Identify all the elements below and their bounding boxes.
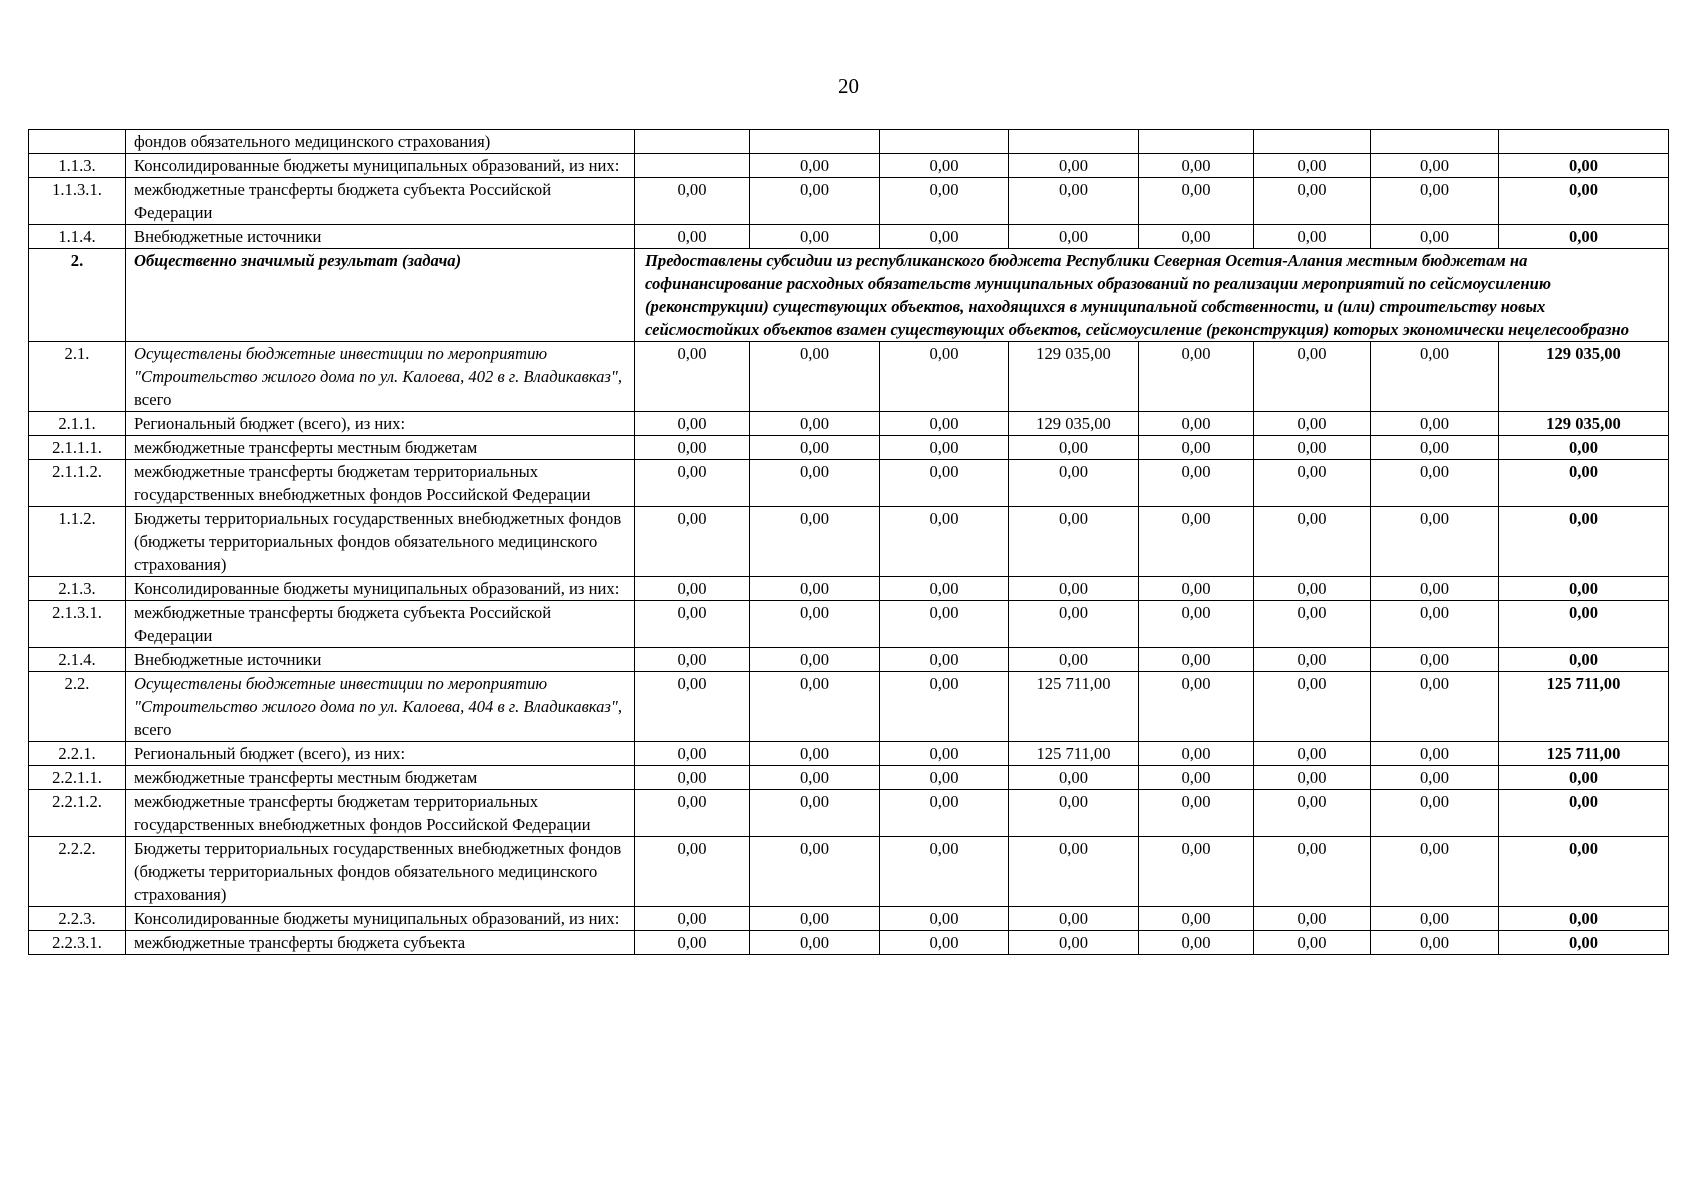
value-cell: 0,00 <box>880 790 1009 837</box>
value-cell: 129 035,00 <box>1009 342 1139 412</box>
value-cell: 0,00 <box>635 342 750 412</box>
value-cell: 0,00 <box>1371 742 1499 766</box>
value-cell: 0,00 <box>1009 837 1139 907</box>
row-label: межбюджетные трансферты местным бюджетам <box>126 436 635 460</box>
value-cell: 0,00 <box>635 225 750 249</box>
value-cell: 125 711,00 <box>1009 672 1139 742</box>
value-cell: 0,00 <box>1139 601 1254 648</box>
value-cell: 0,00 <box>1371 436 1499 460</box>
row-label: межбюджетные трансферты бюджета субъекта Российской Федерации <box>126 178 635 225</box>
value-cell: 0,00 <box>880 907 1009 931</box>
table-row <box>29 178 1669 225</box>
table-row <box>29 648 1669 672</box>
value-cell: 0,00 <box>635 601 750 648</box>
total-cell: 0,00 <box>1499 460 1669 507</box>
value-cell <box>880 130 1009 154</box>
activity-label-suffix: всего <box>134 390 172 409</box>
value-cell: 0,00 <box>750 790 880 837</box>
total-cell: 0,00 <box>1499 577 1669 601</box>
value-cell: 0,00 <box>1371 225 1499 249</box>
value-cell: 0,00 <box>635 672 750 742</box>
table-row <box>29 225 1669 249</box>
value-cell: 0,00 <box>1009 907 1139 931</box>
value-cell: 0,00 <box>635 931 750 955</box>
row-number: 1.1.3. <box>29 154 126 178</box>
row-label: Бюджеты территориальных государственных внебюджетных фондов (бюджеты территориальных фондов обязательного медицинского страхования) <box>126 837 635 907</box>
value-cell: 0,00 <box>1371 178 1499 225</box>
row-label <box>126 672 635 742</box>
value-cell: 0,00 <box>880 436 1009 460</box>
section-number: 2. <box>29 249 126 342</box>
row-number: 2.2.3. <box>29 907 126 931</box>
page-number: 20 <box>838 74 859 98</box>
row-number: 1.1.2. <box>29 507 126 577</box>
value-cell: 0,00 <box>1009 460 1139 507</box>
value-cell: 0,00 <box>880 225 1009 249</box>
value-cell: 129 035,00 <box>1009 412 1139 436</box>
value-cell: 0,00 <box>1009 154 1139 178</box>
value-cell: 0,00 <box>750 742 880 766</box>
value-cell: 0,00 <box>1254 648 1371 672</box>
row-number: 2.1.3. <box>29 577 126 601</box>
value-cell: 0,00 <box>635 412 750 436</box>
value-cell: 0,00 <box>1009 178 1139 225</box>
value-cell: 0,00 <box>635 742 750 766</box>
total-cell: 0,00 <box>1499 766 1669 790</box>
value-cell: 0,00 <box>1009 931 1139 955</box>
value-cell: 0,00 <box>750 766 880 790</box>
value-cell: 0,00 <box>880 178 1009 225</box>
value-cell: 0,00 <box>1139 507 1254 577</box>
value-cell: 0,00 <box>1254 342 1371 412</box>
table-row <box>29 672 1669 742</box>
value-cell: 0,00 <box>880 154 1009 178</box>
row-label: Региональный бюджет (всего), из них: <box>126 742 635 766</box>
row-label: фондов обязательного медицинского страхования) <box>126 130 635 154</box>
value-cell: 0,00 <box>1139 907 1254 931</box>
row-number: 2.2.3.1. <box>29 931 126 955</box>
value-cell: 0,00 <box>635 790 750 837</box>
row-label: Региональный бюджет (всего), из них: <box>126 412 635 436</box>
value-cell: 0,00 <box>750 931 880 955</box>
value-cell: 0,00 <box>1371 931 1499 955</box>
table-row <box>29 342 1669 412</box>
row-number: 2.1.4. <box>29 648 126 672</box>
value-cell: 0,00 <box>1139 342 1254 412</box>
value-cell: 0,00 <box>1371 154 1499 178</box>
value-cell: 0,00 <box>750 648 880 672</box>
value-cell: 0,00 <box>750 178 880 225</box>
table-row <box>29 601 1669 648</box>
value-cell: 0,00 <box>880 507 1009 577</box>
total-cell: 0,00 <box>1499 154 1669 178</box>
value-cell: 0,00 <box>635 577 750 601</box>
value-cell: 0,00 <box>750 436 880 460</box>
value-cell <box>635 154 750 178</box>
value-cell: 0,00 <box>1254 907 1371 931</box>
value-cell: 0,00 <box>635 648 750 672</box>
value-cell: 0,00 <box>1371 342 1499 412</box>
row-label: межбюджетные трансферты бюджета субъекта Российской Федерации <box>126 601 635 648</box>
row-number: 2.1.1.2. <box>29 460 126 507</box>
value-cell: 0,00 <box>635 907 750 931</box>
value-cell: 0,00 <box>880 648 1009 672</box>
value-cell <box>635 130 750 154</box>
value-cell: 0,00 <box>1139 178 1254 225</box>
value-cell: 0,00 <box>880 837 1009 907</box>
value-cell: 0,00 <box>1254 742 1371 766</box>
row-label: Консолидированные бюджеты муниципальных образований, из них: <box>126 907 635 931</box>
value-cell: 0,00 <box>635 507 750 577</box>
activity-label-suffix: всего <box>134 720 172 739</box>
value-cell: 0,00 <box>1371 577 1499 601</box>
value-cell: 0,00 <box>1371 460 1499 507</box>
table-row <box>29 507 1669 577</box>
value-cell: 0,00 <box>1139 790 1254 837</box>
value-cell: 0,00 <box>1139 436 1254 460</box>
value-cell: 0,00 <box>1139 648 1254 672</box>
value-cell: 125 711,00 <box>1009 742 1139 766</box>
table-row <box>29 742 1669 766</box>
value-cell: 0,00 <box>880 577 1009 601</box>
value-cell: 0,00 <box>1009 790 1139 837</box>
value-cell: 0,00 <box>1009 436 1139 460</box>
value-cell: 0,00 <box>1254 460 1371 507</box>
row-number: 2.2.1.2. <box>29 790 126 837</box>
table-row <box>29 130 1669 154</box>
value-cell: 0,00 <box>1139 577 1254 601</box>
section-row <box>29 249 1669 342</box>
table-row <box>29 907 1669 931</box>
value-cell: 0,00 <box>635 460 750 507</box>
table-row <box>29 436 1669 460</box>
value-cell: 0,00 <box>1139 837 1254 907</box>
total-cell: 0,00 <box>1499 790 1669 837</box>
value-cell: 0,00 <box>1254 766 1371 790</box>
row-label: Бюджеты территориальных государственных внебюджетных фондов (бюджеты территориальных фондов обязательного медицинского страхования) <box>126 507 635 577</box>
row-number: 2.2. <box>29 672 126 742</box>
row-number: 1.1.3.1. <box>29 178 126 225</box>
value-cell: 0,00 <box>880 601 1009 648</box>
value-cell: 0,00 <box>635 436 750 460</box>
total-cell: 0,00 <box>1499 907 1669 931</box>
value-cell: 0,00 <box>635 178 750 225</box>
value-cell: 0,00 <box>1371 412 1499 436</box>
row-label: Консолидированные бюджеты муниципальных образований, из них: <box>126 577 635 601</box>
value-cell: 0,00 <box>1254 931 1371 955</box>
value-cell: 0,00 <box>880 460 1009 507</box>
row-number <box>29 130 126 154</box>
value-cell: 0,00 <box>750 412 880 436</box>
row-label: Внебюджетные источники <box>126 225 635 249</box>
total-cell: 0,00 <box>1499 601 1669 648</box>
value-cell: 0,00 <box>1009 766 1139 790</box>
value-cell: 0,00 <box>1009 601 1139 648</box>
table-row <box>29 766 1669 790</box>
total-cell: 0,00 <box>1499 837 1669 907</box>
value-cell <box>1009 130 1139 154</box>
value-cell: 0,00 <box>1371 672 1499 742</box>
total-cell: 0,00 <box>1499 648 1669 672</box>
value-cell: 0,00 <box>1139 225 1254 249</box>
value-cell: 0,00 <box>750 601 880 648</box>
total-cell: 0,00 <box>1499 507 1669 577</box>
value-cell <box>1139 130 1254 154</box>
row-label: межбюджетные трансферты бюджета субъекта <box>126 931 635 955</box>
value-cell: 0,00 <box>880 931 1009 955</box>
row-number: 2.2.1.1. <box>29 766 126 790</box>
value-cell: 0,00 <box>750 672 880 742</box>
total-cell: 125 711,00 <box>1499 672 1669 742</box>
row-number: 1.1.4. <box>29 225 126 249</box>
total-cell: 0,00 <box>1499 225 1669 249</box>
row-number: 2.2.2. <box>29 837 126 907</box>
value-cell: 0,00 <box>1139 672 1254 742</box>
value-cell: 0,00 <box>1139 460 1254 507</box>
row-number: 2.1.1.1. <box>29 436 126 460</box>
value-cell: 0,00 <box>1371 601 1499 648</box>
value-cell: 0,00 <box>1139 154 1254 178</box>
value-cell: 0,00 <box>1254 178 1371 225</box>
value-cell: 0,00 <box>880 412 1009 436</box>
value-cell: 0,00 <box>750 154 880 178</box>
value-cell: 0,00 <box>750 342 880 412</box>
value-cell: 0,00 <box>750 577 880 601</box>
value-cell: 0,00 <box>1254 837 1371 907</box>
value-cell: 0,00 <box>1254 672 1371 742</box>
row-number: 2.2.1. <box>29 742 126 766</box>
value-cell: 0,00 <box>880 672 1009 742</box>
value-cell: 0,00 <box>1254 577 1371 601</box>
table-row <box>29 412 1669 436</box>
total-cell: 129 035,00 <box>1499 412 1669 436</box>
budget-table <box>28 129 1669 955</box>
total-cell: 0,00 <box>1499 178 1669 225</box>
row-label: межбюджетные трансферты бюджетам территориальных государственных внебюджетных фондов Российской Федерации <box>126 460 635 507</box>
section-label: Общественно значимый результат (задача) <box>126 249 635 342</box>
value-cell: 0,00 <box>1254 436 1371 460</box>
table-row <box>29 154 1669 178</box>
total-cell: 0,00 <box>1499 931 1669 955</box>
value-cell: 0,00 <box>1254 225 1371 249</box>
value-cell: 0,00 <box>1254 507 1371 577</box>
activity-label: Осуществлены бюджетные инвестиции по мероприятию "Строительство жилого дома по ул. Калоева, 404 в г. Владикавказ", <box>134 674 623 716</box>
value-cell: 0,00 <box>1371 648 1499 672</box>
value-cell <box>750 130 880 154</box>
value-cell <box>1371 130 1499 154</box>
value-cell: 0,00 <box>1139 766 1254 790</box>
table-row <box>29 790 1669 837</box>
value-cell: 0,00 <box>1254 412 1371 436</box>
value-cell: 0,00 <box>1254 601 1371 648</box>
row-label <box>126 342 635 412</box>
total-cell: 125 711,00 <box>1499 742 1669 766</box>
total-cell: 129 035,00 <box>1499 342 1669 412</box>
row-number: 2.1. <box>29 342 126 412</box>
value-cell: 0,00 <box>1254 790 1371 837</box>
section-description: Предоставлены субсидии из республиканского бюджета Республики Северная Осетия-Алания местным бюджетам на софинансирование расходных обязательств муниципальных образований по реализации мероприятий по сейсмоусилению (реконструкции) существующих объектов, находящихся в муниципальной собственности, и (или) строительству новых сейсмостойких объектов взамен существующих объектов, сейсмоусиление (реконструкция) которых экономически нецелесообразно <box>635 249 1669 342</box>
row-label: Внебюджетные источники <box>126 648 635 672</box>
value-cell: 0,00 <box>1371 507 1499 577</box>
table-row <box>29 931 1669 955</box>
table-row <box>29 837 1669 907</box>
value-cell: 0,00 <box>635 837 750 907</box>
value-cell: 0,00 <box>1009 648 1139 672</box>
value-cell: 0,00 <box>1371 766 1499 790</box>
value-cell: 0,00 <box>750 507 880 577</box>
value-cell: 0,00 <box>1254 154 1371 178</box>
value-cell: 0,00 <box>1139 742 1254 766</box>
row-label: межбюджетные трансферты местным бюджетам <box>126 766 635 790</box>
value-cell: 0,00 <box>1139 931 1254 955</box>
row-number: 2.1.3.1. <box>29 601 126 648</box>
value-cell: 0,00 <box>1009 577 1139 601</box>
value-cell: 0,00 <box>880 342 1009 412</box>
value-cell: 0,00 <box>1139 412 1254 436</box>
value-cell: 0,00 <box>1009 225 1139 249</box>
table-row <box>29 460 1669 507</box>
table-row <box>29 577 1669 601</box>
row-number: 2.1.1. <box>29 412 126 436</box>
activity-label: Осуществлены бюджетные инвестиции по мероприятию "Строительство жилого дома по ул. Калоева, 402 в г. Владикавказ", <box>134 344 623 386</box>
total-cell <box>1499 130 1669 154</box>
row-label: межбюджетные трансферты бюджетам территориальных государственных внебюджетных фондов Российской Федерации <box>126 790 635 837</box>
value-cell: 0,00 <box>750 225 880 249</box>
value-cell: 0,00 <box>880 742 1009 766</box>
value-cell: 0,00 <box>1371 907 1499 931</box>
value-cell: 0,00 <box>1371 837 1499 907</box>
value-cell: 0,00 <box>1371 790 1499 837</box>
value-cell: 0,00 <box>750 460 880 507</box>
value-cell <box>1254 130 1371 154</box>
total-cell: 0,00 <box>1499 436 1669 460</box>
value-cell: 0,00 <box>750 837 880 907</box>
value-cell: 0,00 <box>635 766 750 790</box>
row-label: Консолидированные бюджеты муниципальных образований, из них: <box>126 154 635 178</box>
value-cell: 0,00 <box>1009 507 1139 577</box>
value-cell: 0,00 <box>750 907 880 931</box>
value-cell: 0,00 <box>880 766 1009 790</box>
